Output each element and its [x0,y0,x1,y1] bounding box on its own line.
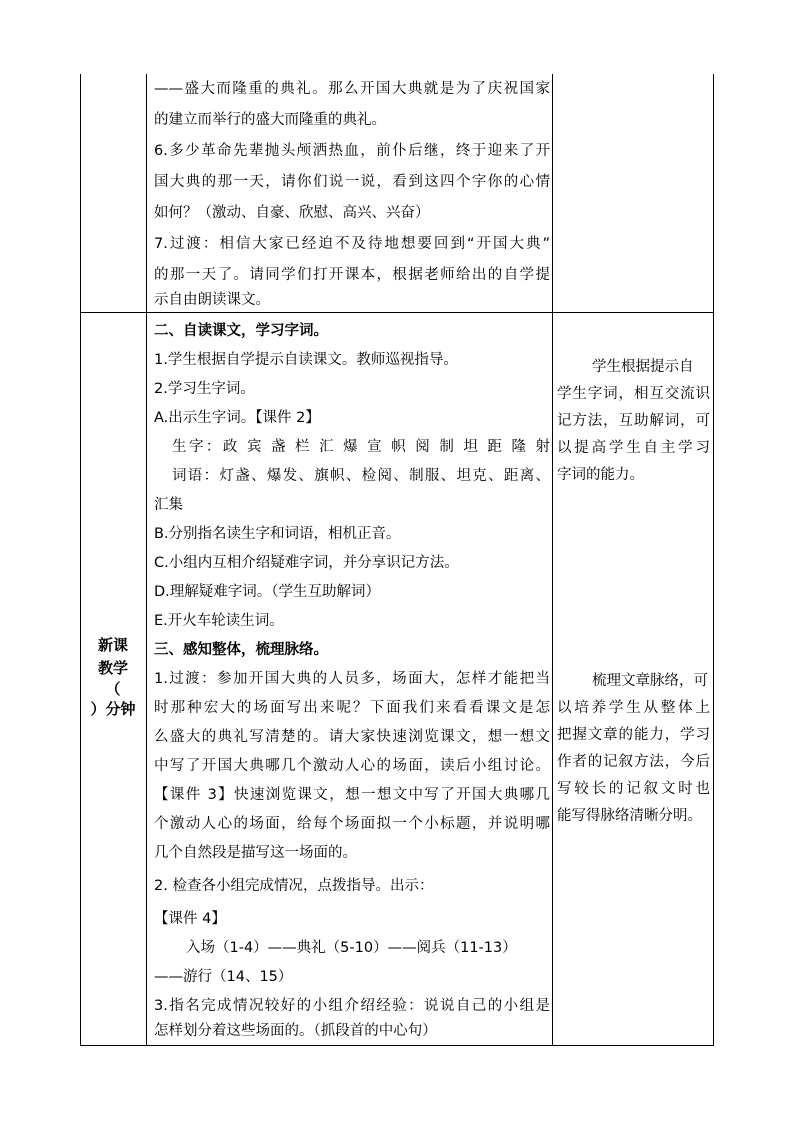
content-line: 1.学生根据自学提示自读课文。教师巡视指导。 [154,352,458,368]
content-line: 几个自然段是描写这一场面的。 [154,845,357,861]
table-divider-notes [552,74,553,1046]
content-line: A.出示生字词。【课件 2】 [154,410,320,426]
note-line: 写较长的记叙文时也 [557,781,710,797]
content-line: D.理解疑难字词。（学生互助解词） [154,584,381,600]
lesson-plan-table [80,74,714,1046]
content-line: 2. 检查各小组完成情况，点拨指导。出示： [154,878,434,894]
content-line: 如何？（激动、自豪、欣慰、高兴、兴奋） [154,205,430,221]
content-line: ——盛大而隆重的典礼。那么开国大典就是为了庆祝国家 [154,81,550,97]
content-line: 入场（1-4）——典礼（5-10）——阅兵（11-13） [186,940,517,956]
content-line: E.开火车轮读生词。 [154,613,284,629]
note-line: 记方法，互助解词，可 [557,413,710,429]
content-line: 生字：政 宾 盏 栏 汇 爆 宣 帜 阅 制 坦 距 隆 射 [172,439,550,455]
content-line: C.小组内互相介绍疑难字词，并分享识记方法。 [154,555,459,571]
content-line: ——游行（14、15） [154,969,293,985]
section-heading: 二、自读课文，学习字词。 [154,323,328,339]
content-line: 7.过渡：相信大家已经迫不及待地想要回到“开国大典” [154,236,550,252]
content-line: 【课件 4】 [154,911,226,927]
label-line: 新课 [97,636,128,654]
content-line: 怎样划分着这些场面的。（抓段首的中心句） [154,1023,437,1039]
note-line: 梳理文章脉络，可 [592,673,708,689]
content-line: 示自由朗读课文。 [154,292,270,308]
note-line: 学生根据提示自 [592,359,694,375]
content-line: 么盛大的典礼写清楚的。请大家快速浏览课文，想一想文 [154,729,550,745]
content-line: 时那种宏大的场面写出来呢？下面我们来看看课文是怎 [154,700,550,716]
label-line: 教学 [97,659,128,677]
content-line: 【课件 3】快速浏览课文，想一想文中写了开国大典哪几 [154,787,550,803]
content-line: 3.指名完成情况较好的小组介绍经验：说说自己的小组是 [154,998,550,1014]
table-divider-label [146,74,147,1046]
note-line: 作者的记叙方法，今后 [557,754,710,770]
content-line: 6.多少革命先辈抛头颅洒热血，前仆后继，终于迎来了开 [154,143,550,159]
note-line: 以提高学生自主学习 [557,440,710,456]
content-line: 国大典的那一天，请你们说一说，看到这四个字你的心情 [154,174,550,190]
content-line: 中写了开国大典哪几个激动人心的场面，读后小组讨论。 [154,758,550,774]
label-line: （ [105,680,121,698]
note-line: 学生字词，相互交流识 [557,386,710,402]
table-border-left [80,74,81,1046]
note-line: 能写得脉络清晰分明。 [557,808,702,824]
content-line: 1.过渡：参加开国大典的人员多，场面大，怎样才能把当 [154,671,550,687]
content-line: 的建立而举行的盛大而隆重的典礼。 [154,112,386,128]
table-border-right [713,74,714,1046]
content-line: 个激动人心的场面，给每个场面拟一个小标题，并说明哪 [154,816,550,832]
label-line: ）分钟 [90,700,136,718]
content-line: B.分别指名读生字和词语，相机正音。 [154,526,401,542]
content-line: 汇集 [154,497,183,513]
content-line: 词语：灯盏、爆发、旗帜、检阅、制服、坦克、距离、 [172,468,550,484]
content-line: 的那一天了。请同学们打开课本，根据老师给出的自学提 [154,267,550,283]
note-line: 以培养学生从整体上 [557,700,710,716]
note-line: 把握文章的能力，学习 [557,727,710,743]
section-heading: 三、感知整体，梳理脉络。 [154,642,328,658]
content-line: 2.学习生字词。 [154,381,255,397]
note-line: 字词的能力。 [557,467,644,483]
